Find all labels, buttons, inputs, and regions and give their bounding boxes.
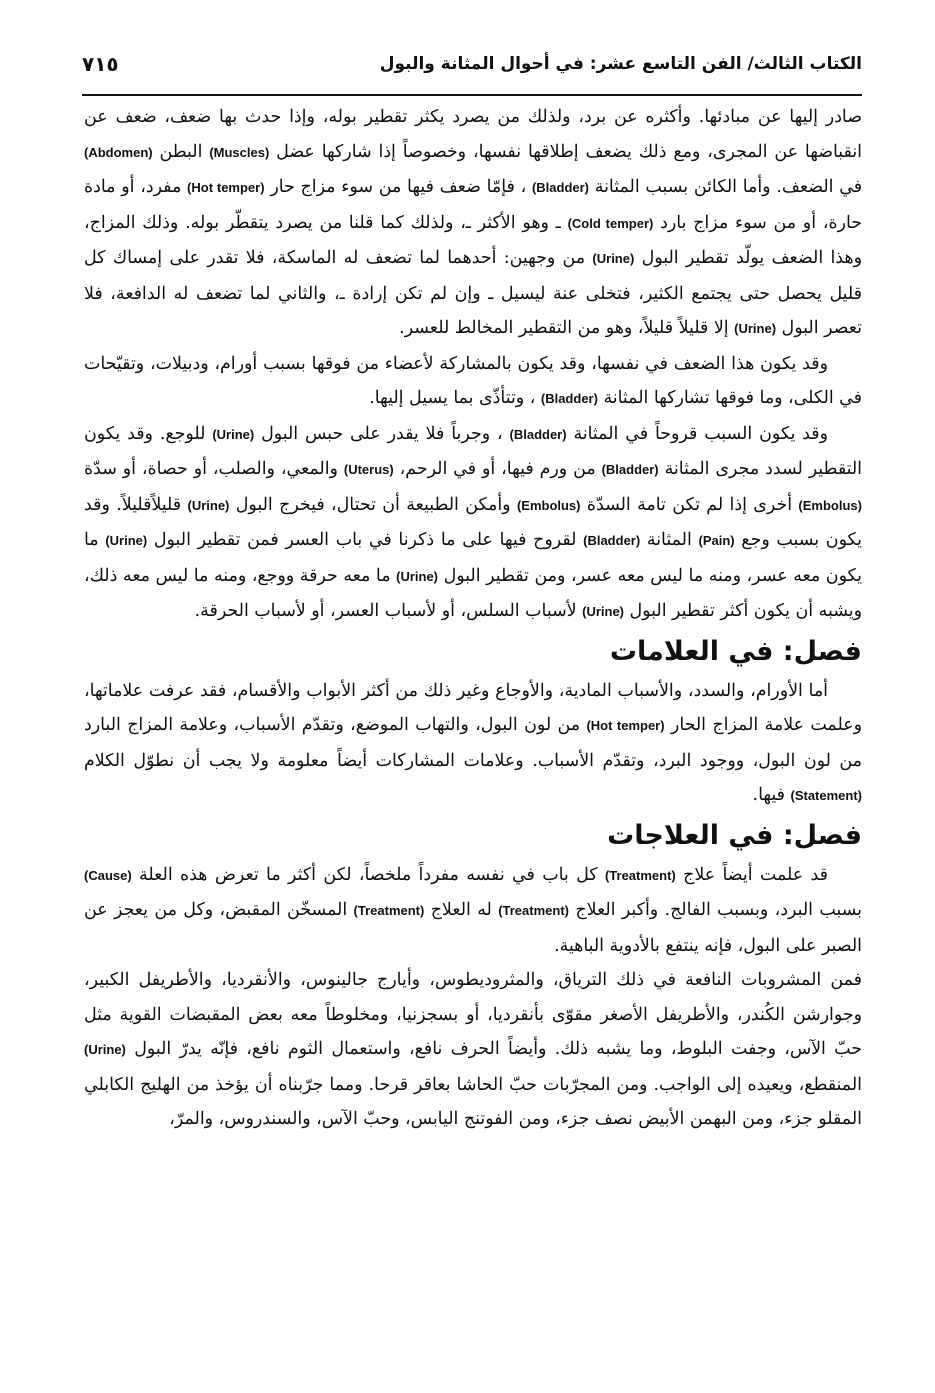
text-run: ، وتتأذّى بما يسيل إليها. <box>369 388 541 408</box>
section-heading-treatments: فصل: في العلاجات <box>607 819 862 851</box>
english-term: (Embolus) <box>798 497 862 513</box>
body-text <box>84 100 862 1137</box>
text-run: صادر إليها عن مبادئها. وأكثره عن برد، ولذلك من يصرد يكثر تقطير بوله، وإذا حدث بها ضعف، ضعف عن انقباضها عن المجرى، ومع ذلك يضعف إطلاقها نفسها، وخصوصاً إذا شاركها عضل <box>84 107 862 162</box>
english-term: (Bladder) <box>601 462 659 477</box>
english-term: (Hot temper) <box>187 180 265 195</box>
english-term: (Urine) <box>187 497 230 513</box>
text-run: فمن المشروبات النافعة في ذلك الترياق، والمثروديطوس، وأيارج جالينوس، والأنقرديا، والأطريفل الكبير، وجوارشن الكُندر، والأطريفل الأصغر مقوّى بأنقرديا، أو بسجزنيا، ومخلوطاً معه بعض المقبضات القوية مثل حبّ الآس، وجفت البلوط، وما يشبه ذلك. وأيضاً الحرف نافع، واستعمال الثوم نافع، فإنّه يدرّ البول <box>84 970 862 1059</box>
text-run: وأمكن الطبيعة أن تحتال، فيخرج البول <box>229 494 517 515</box>
book-page <box>62 30 862 1370</box>
paragraph <box>84 674 862 814</box>
text-run: قد علمت أيضاً علاج <box>675 864 828 885</box>
english-term: (Bladder) <box>531 180 590 195</box>
text-run: أخرى إذا لم تكن تامة السدّة <box>580 494 799 515</box>
text-run: ، وجرباً فلا يقدر على حبس البول <box>254 423 510 444</box>
paragraph <box>84 963 862 1137</box>
running-head <box>62 44 862 84</box>
text-run: له العلاج <box>424 900 499 920</box>
text-run: والمعي، والصلب، أو حصاة، أو سدّة <box>84 459 344 479</box>
english-term: (Urine) <box>582 604 624 619</box>
text-run: إلا قليلاً قليلاً، وهو من التقطير المخالط للعسر. <box>399 318 735 338</box>
section-heading-signs: فصل: في العلامات <box>609 635 862 667</box>
text-run: المنقطع، ويعيده إلى الواجب. ومن المجرّبات حبّ الحاشا بعاقر قرحا. ومما جرّبناه أن يؤخذ من الهليج الكابلي المقلو جزء، ومن البهمن الأبيض نصف جزء، ومن الفوتنج اليابس، وحبّ الآس، والسندروس، والمرّ، <box>84 1074 862 1129</box>
text-run: فيها. <box>752 785 791 805</box>
english-term: (Urine) <box>84 1042 126 1057</box>
english-term: (Statement) <box>790 788 862 803</box>
text-run: من لون البول، والتهاب الموضع، وتقدّم الأسباب، وعلامة المزاج البارد من لون البول، ووجود البرد، وتقدّم الأسباب. وعلامات المشاركات أيضاً معلومة ولا يجب أن نطوّل الكلام <box>84 715 862 771</box>
paragraph <box>84 417 862 630</box>
text-run: كل باب في نفسه مفرداً ملخصاً، لكن أكثر ما تعرض هذه العلة <box>131 864 605 885</box>
text-run: وقد يكون هذا الضعف في نفسها، وقد يكون بالمشاركة لأعضاء من فوقها بسبب أورام، ودبيلات، وتقيّحات في الكلى، وما فوقها تشاركها المثانة <box>84 353 862 408</box>
english-term: (Uterus) <box>343 462 394 477</box>
english-term: (Urine) <box>105 533 148 548</box>
text-run: ما يكون معه عسر، ومنه ما ليس معه عسر، ومن تقطير البول <box>84 530 863 586</box>
english-term: (Treatment) <box>498 903 569 918</box>
english-term: (Urine) <box>396 568 438 584</box>
text-run: لأسباب السلس، أو لأسباب العسر، أو لأسباب الحرقة. <box>194 601 583 621</box>
text-run: لقروح فيها على ما ذكرنا في باب العسر فمن تقطير البول <box>147 530 584 550</box>
english-term: (Hot temper) <box>586 718 665 733</box>
english-term: (Bladder) <box>583 533 641 548</box>
text-run: بسبب البرد، وبسبب الفالج. وأكبر العلاج <box>568 900 862 920</box>
english-term: (Cause) <box>84 867 132 883</box>
header-rule <box>82 94 862 96</box>
english-term: (Pain) <box>698 533 735 548</box>
english-term: (Urine) <box>592 251 635 266</box>
english-term: (Treatment) <box>604 867 676 883</box>
paragraph <box>84 100 862 347</box>
english-term: (Muscles) <box>209 144 270 160</box>
paragraph <box>84 858 862 964</box>
text-run: البطن <box>152 141 210 162</box>
text-run: وقد يكون السبب قروحاً في المثانة <box>566 423 829 444</box>
english-term: (Abdomen) <box>84 144 153 160</box>
english-term: (Urine) <box>734 321 777 336</box>
text-run: مفرد، أو مادة حارة، أو من سوء مزاج بارد <box>84 177 862 233</box>
page-number: ٧١٥ <box>82 52 119 76</box>
english-term: (Bladder) <box>540 391 598 406</box>
paragraph <box>84 347 862 417</box>
text-run: ، فإمّا ضعف فيها من سوء مزاج حار <box>264 177 532 197</box>
text-run: المثانة <box>640 530 699 550</box>
text-run: للوجع. وقد يكون التقطير لسدد مجرى المثانة <box>84 423 862 479</box>
english-term: (Embolus) <box>516 497 581 513</box>
english-term: (Urine) <box>212 426 255 442</box>
english-term: (Bladder) <box>509 426 567 442</box>
text-run: ـ وهو الأكثر ـ، ولذلك كما قلنا من يصرد يتقطّر بوله. وذلك المزاج، وهذا الضعف يولّد تقطير البول <box>84 212 862 268</box>
text-run: من وجهين: أحدهما لما تضعف له الماسكة، فلا تقدر على إمساك كل قليل يحصل حتى يجتمع الكثير، فتخلى عنة ليسيل ـ وإن لم تكن إرادة ـ، والثاني لما تضعف له الدافعة، فلا تعصر البول <box>84 248 862 338</box>
english-term: (Treatment) <box>353 903 425 918</box>
text-run: أما الأورام، والسدد، والأسباب المادية، والأوجاع وغير ذلك من أكثر الأبواب والأقسام، فقد عرفت علاماتها، وعلمت علامة المزاج الحار <box>84 680 862 735</box>
text-run: في الضعف. وأما الكائن بسبب المثانة <box>589 177 863 197</box>
text-run: المسخّن المقبض، وكل من يعجز عن الصبر على البول، فإنه ينتفع بالأدوية الباهية. <box>84 900 862 956</box>
chapter-title: الكتاب الثالث/ الفن التاسع عشر: في أحوال المثانة والبول <box>379 54 862 74</box>
text-run: ما معه حرقة ووجع، ومنه ما ليس معه ذلك، ويشبه أن يكون أكثر تقطير البول <box>84 565 862 621</box>
english-term: (Cold temper) <box>567 215 654 231</box>
text-run: قليلاًقليلاً. وقد يكون بسبب وجع <box>84 494 862 550</box>
text-run: من ورم فيها، أو في الرحم، <box>393 459 602 479</box>
